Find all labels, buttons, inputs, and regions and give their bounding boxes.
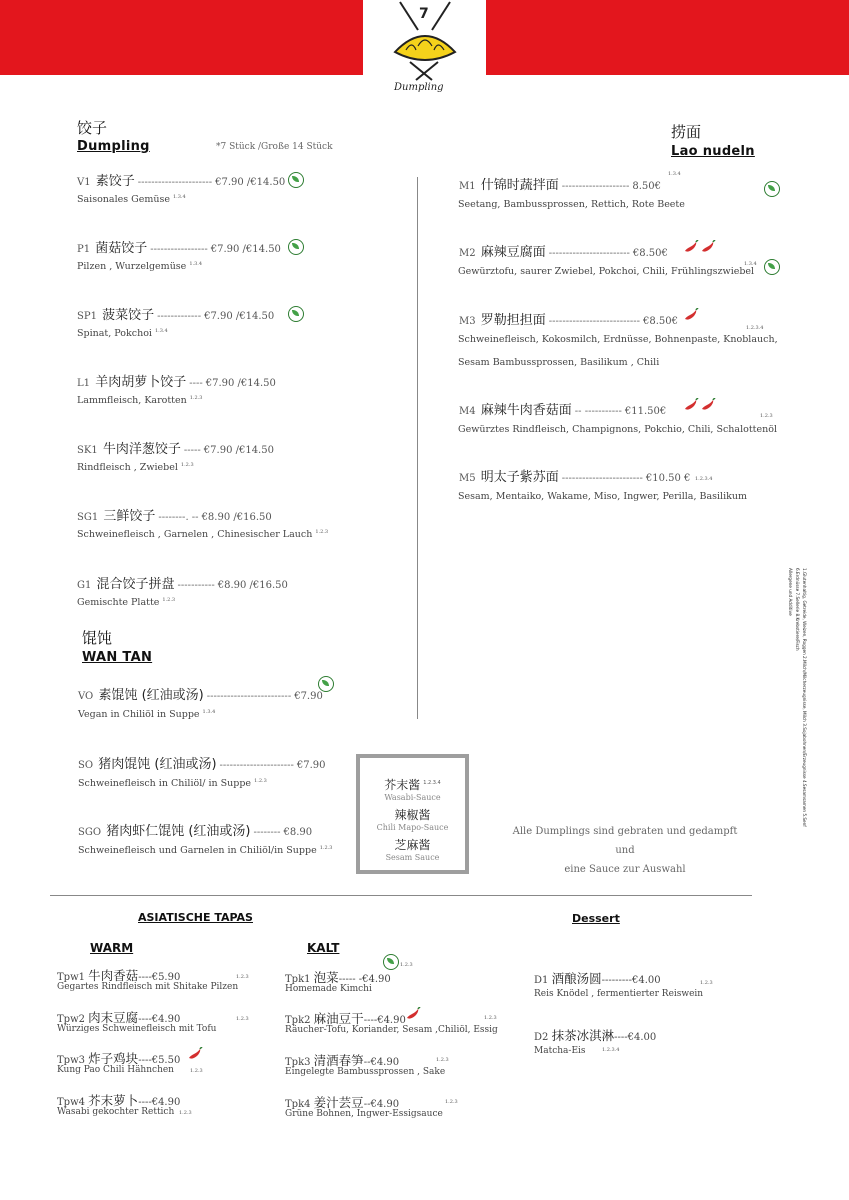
allergen-codes: 1.2.3 <box>700 980 713 986</box>
allergen-codes: 1.2.3 <box>236 974 249 980</box>
tapas-kalt-desc: Eingelegte Bambussprossen , Sake <box>285 1067 446 1077</box>
tapas-kalt-item-dots: ----- - <box>338 974 363 985</box>
tapas-warm-item-price: €4.90 <box>151 1097 181 1108</box>
dessert-item-line <box>534 969 661 987</box>
dumpling-item-price: €7.90 /€14.50 <box>215 177 286 188</box>
noodle-item-dots: -------------------- <box>561 181 630 192</box>
noodle-item-price: €11.50€ <box>624 406 667 417</box>
dumpling-item-line <box>77 573 288 592</box>
sauce-name-cn: 芝麻酱 <box>394 838 431 852</box>
allergen-codes: 1.3.4 <box>744 261 757 267</box>
tapas-kalt-item-code: Tpk4 <box>285 1099 314 1110</box>
dumpling-item-desc: Schweinefleisch , Garnelen , Chinesischer Lauch $^{1.2.3}$ <box>77 529 329 541</box>
allergen-codes: 1.2.3 <box>484 1015 497 1021</box>
dumpling-item-code: G1 <box>77 580 95 591</box>
dumpling-item-desc: Spinat, Pokchoi $^{1.3.4}$ <box>77 328 168 340</box>
allergen-codes: 1.2.3 <box>190 1068 203 1074</box>
dumpling-item-code: P1 <box>77 244 94 255</box>
wantan-item-code: SGO <box>78 827 105 838</box>
wantan-item-line <box>78 753 326 772</box>
dessert-item-price: €4.00 <box>627 1032 657 1043</box>
wantan-item-line <box>78 820 312 839</box>
allergen-codes: 1.3.4 <box>202 709 216 715</box>
allergen-codes: 1.2.3 <box>254 778 267 784</box>
tapas-warm-desc: Wasabi gekochter Rettich <box>57 1107 175 1117</box>
dumpling-item-name: 牛肉洋葱饺子 <box>102 442 181 457</box>
tapas-warm-item-name: 肉末豆腐 <box>88 1010 139 1025</box>
tapas-title: ASIATISCHE TAPAS <box>138 911 253 924</box>
sauce-note-line1: Alle Dumplings sind gebraten und gedampft <box>512 826 738 837</box>
chili-icon <box>683 308 699 326</box>
sauce-name-en: Sesam Sauce <box>385 853 440 862</box>
dumpling-item-line <box>77 505 272 524</box>
wantan-item-code: VO <box>78 691 97 702</box>
dumpling-item-desc: Pilzen , Wurzelgemüse $^{1.3.4}$ <box>77 261 203 273</box>
dessert-item-dots: ---- <box>614 1032 628 1043</box>
allergen-codes: 1.2.3 <box>180 462 194 468</box>
sauce-note <box>505 822 745 879</box>
chili-icon <box>405 1007 421 1025</box>
allergen-codes: 1.2.3 <box>236 1016 249 1022</box>
allergen-note <box>788 568 808 828</box>
noodle-item-line <box>459 174 661 193</box>
dumpling-item-price: €7.90 /€14.50 <box>203 445 274 456</box>
wantan-item-price: €7.90 <box>296 760 326 771</box>
dumpling-item-name: 羊肉胡萝卜饺子 <box>95 375 187 390</box>
dumpling-item-dots: ----------- <box>177 580 215 591</box>
sauce-name-cn: 芥末酱 $^{1.2.3.4}$ <box>384 778 441 792</box>
dessert-title: Dessert <box>572 912 620 925</box>
noodle-item-desc: Seetang, Bambussprossen, Rettich, Rote Beete <box>458 199 685 210</box>
wantan-item-line <box>78 684 323 703</box>
dumpling-heading-cn: 饺子 <box>77 119 108 137</box>
dumpling-item-code: V1 <box>77 177 94 188</box>
allergen-codes: 1.2.3 <box>179 1110 192 1116</box>
dumpling-item-name: 混合饺子拼盘 <box>96 577 175 592</box>
noodle-item-line <box>459 241 668 260</box>
section-divider <box>50 895 752 896</box>
tapas-kalt-item-price: €4.90 <box>362 974 391 985</box>
tapas-kalt-item-code: Tpk3 <box>285 1057 314 1068</box>
column-divider <box>417 177 418 719</box>
wantan-item-desc: Schweinefleisch in Chiliöl/ in Suppe $^{1.2.3}$ <box>78 778 267 790</box>
tapas-warm-item-code: Tpw1 <box>57 972 89 983</box>
tapas-warm-item-price: €4.90 <box>151 1014 181 1025</box>
portion-note: *7 Stück /Große 14 Stück <box>216 142 333 152</box>
noodle-item-name: 明太子紫苏面 <box>480 470 559 485</box>
allergen-note-title: Allergene und Additive <box>788 568 793 616</box>
vegan-leaf-icon <box>288 306 304 322</box>
dessert-desc: Reis Knödel , fermentierter Reiswein <box>534 989 704 999</box>
noodle-item-desc2: Sesam Bambussprossen, Basilikum , Chili <box>458 357 660 368</box>
dessert-item-name: 酒酿汤圆 <box>551 971 602 986</box>
allergen-codes: 1.3.4 <box>189 261 203 267</box>
wantan-item-dots: -------- <box>253 827 281 838</box>
dumpling-item-price: €7.90 /€14.50 <box>210 244 281 255</box>
tapas-warm-item-dots: ---- <box>138 1014 152 1025</box>
dessert-item-code: D1 <box>534 975 552 986</box>
noodle-item-name: 麻辣豆腐面 <box>480 245 546 260</box>
dumpling-item-desc: Gemischte Platte $^{1.2.3}$ <box>77 597 176 609</box>
wantan-item-dots: ---------------------- <box>219 760 294 771</box>
wantan-item-name: 猪肉馄饨 (红油或汤) <box>98 757 217 772</box>
allergen-codes: 1.2.3 <box>162 597 176 603</box>
allergen-codes: 1.2.3.4 <box>695 476 713 482</box>
tapas-warm-item-code: Tpw2 <box>57 1014 89 1025</box>
dumpling-item-line <box>77 371 276 390</box>
tapas-kalt-item-price: €4.90 <box>370 1057 400 1068</box>
noodle-item-name: 什锦时蔬拌面 <box>480 178 559 193</box>
sauce-name-en: Wasabi-Sauce <box>384 793 441 802</box>
noodle-item-desc: Sesam, Mentaiko, Wakame, Miso, Ingwer, Perilla, Basilikum <box>458 491 748 502</box>
noodle-item-desc: Gewürztofu, saurer Zwiebel, Pokchoi, Chili, Frühlingszwiebel <box>458 266 755 277</box>
sauce-list <box>360 758 465 862</box>
tapas-warm-desc: Gegartes Rindfleisch mit Shitake Pilzen <box>57 982 239 992</box>
nudeln-heading-en: Lao nudeln <box>671 144 755 159</box>
noodle-item-line <box>459 466 690 485</box>
wantan-item-dots: ------------------------- <box>206 691 292 702</box>
vegan-leaf-icon <box>288 239 304 255</box>
noodle-item-desc: Schweinefleisch, Kokosmilch, Erdnüsse, Bohnenpaste, Knoblauch, <box>458 334 778 345</box>
tapas-kalt-desc: Grüne Bohnen, Ingwer-Essigsauce <box>285 1109 443 1119</box>
noodle-item-desc: Gewürztes Rindfleisch, Champignons, Pokchio, Chili, Schalottenöl <box>458 424 777 435</box>
sauce-note-line2: und <box>615 845 635 856</box>
nudeln-heading-cn: 捞面 <box>671 123 702 141</box>
noodle-item-dots: ------------------------ <box>561 473 643 484</box>
tapas-kalt-item-name: 姜汁芸豆 <box>313 1095 364 1110</box>
noodle-item-code: M4 <box>459 406 479 417</box>
dessert-item-price: €4.00 <box>632 975 661 986</box>
vegan-leaf-icon <box>764 259 780 275</box>
tapas-kalt-desc: Homemade Kimchi <box>285 984 372 994</box>
dumpling-item-line <box>77 170 285 189</box>
dumpling-item-line <box>77 237 281 256</box>
tapas-warm-item-price: €5.50 <box>151 1055 181 1066</box>
wantan-item-price: €8.90 <box>283 827 313 838</box>
dumpling-item-dots: ---- <box>189 378 203 389</box>
dumpling-item-desc: Lammfleisch, Karotten $^{1.2.3}$ <box>77 395 203 407</box>
dumpling-item-line <box>77 304 274 323</box>
kalt-title: KALT <box>307 941 340 955</box>
logo <box>388 0 462 100</box>
allergen-codes: 1.2.3.4 <box>746 325 764 331</box>
allergen-codes: 1.2.3 <box>436 1057 449 1063</box>
tapas-warm-item-dots: ---- <box>138 1055 152 1066</box>
sauce-name-cn: 辣椒酱 <box>394 808 431 822</box>
warm-title: WARM <box>90 941 134 955</box>
sauce-name-en: Chili Mapo-Sauce <box>376 823 449 832</box>
tapas-warm-item-code: Tpw3 <box>57 1055 89 1066</box>
logo-badge: 7 <box>419 6 429 22</box>
dumpling-item-name: 三鲜饺子 <box>103 509 156 524</box>
dessert-desc: Matcha-Eis <box>534 1046 586 1056</box>
chili-icon <box>700 240 716 258</box>
wantan-item-name: 猪肉虾仁馄饨 (红油或汤) <box>106 824 251 839</box>
tapas-kalt-item-name: 麻油豆干 <box>313 1011 364 1026</box>
sauce-box <box>356 754 469 874</box>
tapas-kalt-item-dots: -- <box>363 1057 371 1068</box>
noodle-item-code: M3 <box>459 316 479 327</box>
tapas-kalt-item-price: €4.90 <box>377 1015 406 1026</box>
dessert-item-code: D2 <box>534 1032 552 1043</box>
chili-icon <box>187 1047 203 1065</box>
header-red-bar-right <box>486 0 849 75</box>
dumpling-item-line <box>77 438 274 457</box>
tapas-kalt-item-dots: -- <box>363 1099 371 1110</box>
noodle-item-dots: ------------------------ <box>548 248 630 259</box>
dumpling-heading-en: Dumpling <box>77 139 150 154</box>
noodle-item-price: 8.50€ <box>632 181 662 192</box>
allergen-note-text: 1.Glutenhaltig, Getreide, Weizen, Roggen 2.Milch/Milcherzeugnisse, Milch 3.Sojabohnen/Erzeugnisse 4.Sesamsamen 5.Senf 6.Erdnüsse 7.Sellerie 8.Krebstiere/Fisch <box>795 568 807 827</box>
wantan-heading-cn: 馄饨 <box>82 629 113 647</box>
tapas-warm-item-name: 芥末萝卜 <box>88 1093 139 1108</box>
dumpling-item-name: 菠菜饺子 <box>102 308 155 323</box>
allergen-codes: 1.2.3 <box>760 413 773 419</box>
vegan-leaf-icon <box>288 172 304 188</box>
dumpling-item-price: €7.90 /€14.50 <box>204 311 275 322</box>
dessert-item-dots: --------- <box>601 975 632 986</box>
dumpling-item-dots: ------------- <box>157 311 202 322</box>
allergen-codes: 1.2.3.4 <box>423 780 441 786</box>
chili-icon <box>700 398 716 416</box>
logo-text: Dumpling <box>394 82 444 93</box>
noodle-item-code: M2 <box>459 248 479 259</box>
vegan-leaf-icon <box>318 676 334 692</box>
noodle-item-dots: --------------------------- <box>548 316 641 327</box>
tapas-kalt-item-name: 泡菜 <box>313 970 339 985</box>
tapas-warm-item-dots: ---- <box>138 972 152 983</box>
header-red-bar-left <box>0 0 363 75</box>
tapas-warm-desc: Würziges Schweinefleisch mit Tofu <box>57 1024 217 1034</box>
wantan-item-desc: Vegan in Chiliöl in Suppe $^{1.3.4}$ <box>78 709 216 721</box>
chili-icon <box>683 398 699 416</box>
tapas-kalt-item-dots: ---- <box>363 1015 378 1026</box>
wantan-item-name: 素馄饨 (红油或汤) <box>98 688 204 703</box>
wantan-heading-en: WAN TAN <box>82 650 153 665</box>
dumpling-item-name: 菌菇饺子 <box>95 241 148 256</box>
allergen-codes: 1.2.3 <box>400 962 413 968</box>
tapas-kalt-item-code: Tpk2 <box>285 1015 314 1026</box>
noodle-item-name: 罗勒担担面 <box>480 313 546 328</box>
allergen-codes: 1.3.4 <box>172 194 186 200</box>
noodle-item-line <box>459 309 678 328</box>
noodle-item-price: €8.50€ <box>632 248 668 259</box>
wantan-item-desc: Schweinefleisch und Garnelen in Chiliöl/in Suppe $^{1.2.3}$ <box>78 845 333 857</box>
noodle-item-code: M5 <box>459 473 479 484</box>
dumpling-item-code: SG1 <box>77 512 102 523</box>
dessert-item-line <box>534 1026 656 1044</box>
tapas-kalt-item-name: 清酒春笋 <box>313 1053 364 1068</box>
dumpling-item-dots: --------. -- <box>158 512 199 523</box>
dessert-item-name: 抹茶冰淇淋 <box>551 1028 615 1043</box>
dumpling-item-code: SK1 <box>77 445 101 456</box>
dumpling-item-name: 素饺子 <box>95 174 135 189</box>
allergen-codes: 1.2.3 <box>319 845 333 851</box>
tapas-warm-item-code: Tpw4 <box>57 1097 89 1108</box>
vegan-leaf-icon <box>764 181 780 197</box>
tapas-kalt-item-price: €4.90 <box>370 1099 400 1110</box>
dumpling-item-price: €8.90 /€16.50 <box>201 512 272 523</box>
tapas-warm-item-name: 炸子鸡块 <box>88 1051 139 1066</box>
dumpling-item-price: €7.90 /€14.50 <box>205 378 276 389</box>
noodle-item-price: €10.50 € <box>645 473 691 484</box>
allergen-codes: 1.2.3 <box>445 1099 458 1105</box>
allergen-codes: 1.3.4 <box>154 328 168 334</box>
wantan-item-price: €7.90 <box>294 691 323 702</box>
noodle-item-name: 麻辣牛肉香菇面 <box>480 403 572 418</box>
vegan-leaf-icon <box>383 954 399 970</box>
dumpling-item-desc: Saisonales Gemüse $^{1.3.4}$ <box>77 194 186 206</box>
noodle-item-price: €8.50€ <box>643 316 679 327</box>
tapas-warm-item-price: €5.90 <box>151 972 181 983</box>
tapas-kalt-item-code: Tpk1 <box>285 974 314 985</box>
noodle-item-code: M1 <box>459 181 479 192</box>
dumpling-item-dots: ----------------- <box>150 244 208 255</box>
dumpling-item-dots: ---------------------- <box>137 177 213 188</box>
dumpling-item-code: L1 <box>77 378 94 389</box>
wantan-item-code: SO <box>78 760 97 771</box>
tapas-kalt-desc: Räucher-Tofu, Koriander, Sesam ,Chiliöl, Essig <box>285 1025 498 1035</box>
dumpling-item-desc: Rindfleisch , Zwiebel $^{1.2.3}$ <box>77 462 194 474</box>
tapas-warm-desc: Kung Pao Chili Hähnchen <box>57 1065 174 1075</box>
tapas-warm-item-dots: ---- <box>138 1097 152 1108</box>
chili-icon <box>683 240 699 258</box>
sauce-note-line3: eine Sauce zur Auswahl <box>564 864 686 875</box>
allergen-codes: 1.3.4 <box>668 171 681 177</box>
dumpling-item-price: €8.90 /€16.50 <box>217 580 288 591</box>
allergen-codes: 1.2.3 <box>189 395 203 401</box>
noodle-item-line <box>459 399 666 418</box>
dumpling-item-code: SP1 <box>77 311 101 322</box>
tapas-warm-item-name: 牛肉香菇 <box>88 968 139 983</box>
dumpling-item-dots: ----- <box>183 445 201 456</box>
noodle-item-dots: -- ----------- <box>574 406 622 417</box>
allergen-codes: 1.2.3.4 <box>602 1047 620 1053</box>
allergen-codes: 1.2.3 <box>315 529 329 535</box>
